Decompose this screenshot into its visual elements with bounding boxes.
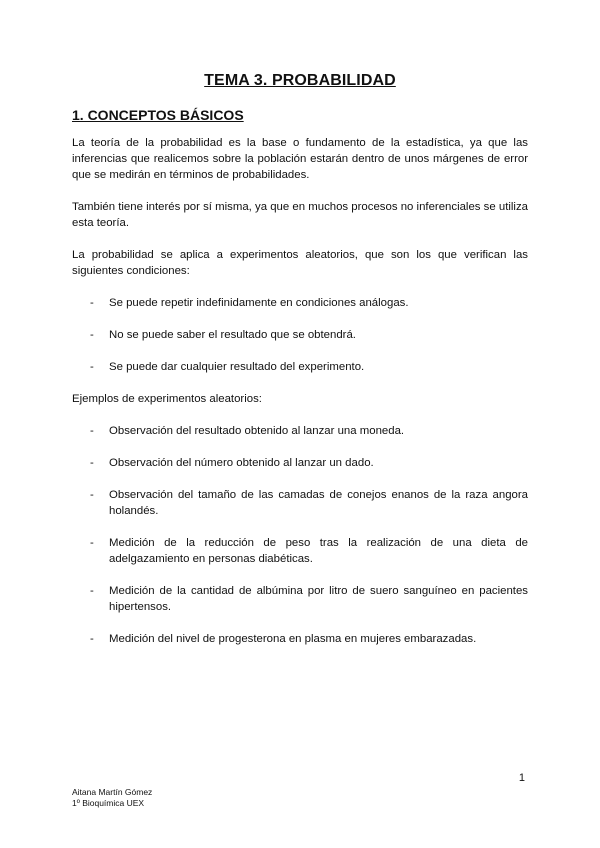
footer-course: 1º Bioquímica UEX [72, 798, 145, 808]
example-text: Medición de la reducción de peso tras la realización de una dieta de adelgazamiento en personas diabéticas. [109, 537, 528, 565]
bullet-dash: - [90, 329, 94, 341]
example-text: Observación del resultado obtenido al lanzar una moneda. [109, 425, 405, 437]
paragraph-interest: También tiene interés por sí misma, ya que en muchos procesos no inferenciales se utiliza esta teoría. [72, 201, 528, 229]
example-text: Medición de la cantidad de albúmina por litro de suero sanguíneo en pacientes hipertensos. [109, 585, 528, 613]
example-text: Medición del nivel de progesterona en plasma en mujeres embarazadas. [109, 633, 477, 645]
example-text: Observación del número obtenido al lanzar un dado. [109, 457, 374, 469]
example-text: Observación del tamaño de las camadas de conejos enanos de la raza angora holandés. [109, 489, 528, 517]
paragraph-intro: La teoría de la probabilidad es la base o fundamento de la estadística, ya que las inferencias que realicemos sobre la población estarán dentro de unos márgenes de error que se medirán en términos de probabilidades. [72, 137, 528, 181]
condition-text: No se puede saber el resultado que se obtendrá. [109, 329, 356, 341]
bullet-dash: - [90, 585, 94, 597]
bullet-dash: - [90, 537, 94, 549]
bullet-dash: - [90, 361, 94, 373]
section-heading: 1. CONCEPTOS BÁSICOS [72, 107, 244, 123]
page-number: 1 [518, 772, 525, 784]
examples-intro: Ejemplos de experimentos aleatorios: [72, 393, 262, 405]
paragraph-conditions-intro: La probabilidad se aplica a experimentos aleatorios, que son los que verifican las siguientes condiciones: [72, 249, 528, 277]
condition-text: Se puede dar cualquier resultado del experimento. [109, 361, 365, 373]
bullet-dash: - [90, 489, 94, 501]
footer-author: Aitana Martín Gómez [72, 787, 153, 797]
condition-text: Se puede repetir indefinidamente en condiciones análogas. [109, 297, 409, 309]
bullet-dash: - [90, 297, 94, 309]
bullet-dash: - [90, 633, 94, 645]
bullet-dash: - [90, 425, 94, 437]
bullet-dash: - [90, 457, 94, 469]
page-title: TEMA 3. PROBABILIDAD [204, 72, 396, 89]
footer [72, 787, 152, 809]
